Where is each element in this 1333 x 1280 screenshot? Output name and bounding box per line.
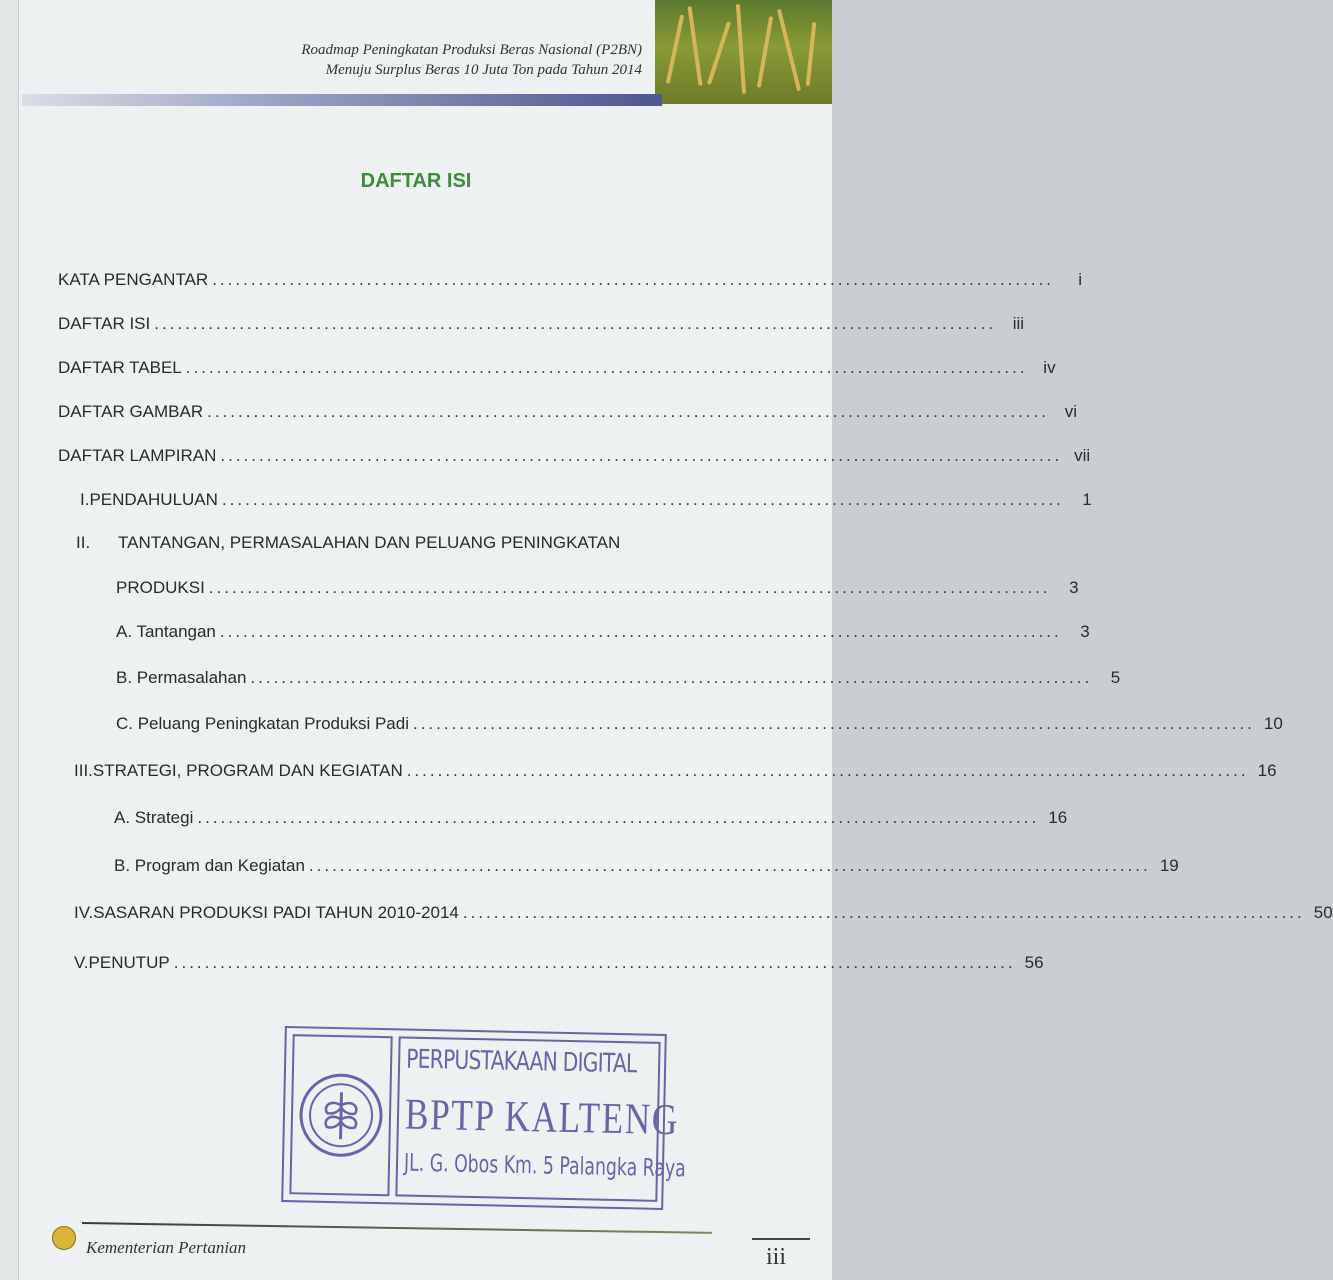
toc-entry bbox=[80, 490, 1092, 510]
footer-rule-right bbox=[752, 1238, 810, 1240]
toc-entry bbox=[116, 714, 1283, 734]
toc-number: IV. bbox=[74, 903, 94, 922]
toc-label: B. Permasalahan bbox=[116, 668, 247, 687]
toc-entry bbox=[74, 761, 1277, 781]
toc-page-number: 1 bbox=[1082, 490, 1092, 509]
footer-rule bbox=[82, 1222, 712, 1234]
toc-leader-dots: ............................................................................................................. bbox=[462, 903, 1305, 922]
toc-page-number: 19 bbox=[1159, 856, 1179, 875]
toc-leader-dots: ............................................................................................................. bbox=[220, 446, 1063, 465]
footer-publisher: Kementerian Pertanian bbox=[86, 1238, 247, 1257]
toc-leader-dots: ............................................................................................................. bbox=[212, 270, 1055, 289]
page-title: DAFTAR ISI bbox=[360, 170, 472, 192]
footer-page-number: iii bbox=[766, 1244, 787, 1270]
toc-page-number: vii bbox=[1074, 446, 1091, 465]
toc-leader-dots: ............................................................................................................. bbox=[154, 314, 997, 333]
toc-label: STRATEGI, PROGRAM DAN KEGIATAN bbox=[92, 761, 403, 780]
toc-label: C. Peluang Peningkatan Produksi Padi bbox=[116, 714, 409, 733]
toc-entry bbox=[114, 856, 1179, 876]
toc-label: DAFTAR ISI bbox=[58, 314, 151, 333]
library-stamp bbox=[281, 1026, 687, 1210]
running-header bbox=[301, 40, 642, 80]
toc-label: KATA PENGANTAR bbox=[58, 270, 209, 289]
toc-leader-dots: ............................................................................................................. bbox=[412, 714, 1255, 733]
toc-page-number: 3 bbox=[1080, 622, 1090, 641]
toc-number: I. bbox=[80, 490, 90, 509]
toc-entry bbox=[114, 808, 1068, 828]
toc-label: PENUTUP bbox=[88, 953, 170, 972]
toc-number: II. bbox=[76, 533, 91, 552]
toc-leader-dots: ............................................................................................................. bbox=[207, 402, 1049, 421]
toc-leader-dots: ............................................................................................................. bbox=[250, 668, 1093, 687]
toc-entry bbox=[116, 622, 1090, 642]
toc-label: TANTANGAN, PERMASALAHAN DAN PELUANG PENINGKATAN bbox=[118, 533, 621, 552]
toc-label: A. Strategi bbox=[114, 808, 194, 827]
toc-entry bbox=[116, 668, 1121, 688]
toc-label: SASARAN PRODUKSI PADI TAHUN 2010-2014 bbox=[93, 903, 459, 922]
toc-entry bbox=[58, 402, 1077, 422]
toc-page-number: iv bbox=[1043, 358, 1056, 377]
toc-leader-dots: ............................................................................................................. bbox=[219, 622, 1062, 641]
toc-entry bbox=[58, 446, 1091, 466]
rice-field-photo bbox=[655, 0, 832, 104]
toc-leader-dots: ............................................................................................................. bbox=[208, 578, 1051, 597]
toc-leader-dots: ............................................................................................................. bbox=[173, 953, 1016, 972]
header-line-1: Roadmap Peningkatan Produksi Beras Nasional (P2BN) bbox=[301, 42, 642, 58]
toc-label: PENDAHULUAN bbox=[89, 490, 218, 509]
toc-page-number: i bbox=[1078, 270, 1083, 289]
header-rule bbox=[22, 94, 662, 106]
stamp-line-1: PERPUSTAKAAN DIGITAL bbox=[405, 1044, 637, 1080]
toc-page-number: iii bbox=[1012, 314, 1025, 333]
toc-entry bbox=[58, 314, 1025, 334]
toc-page-number: 16 bbox=[1257, 761, 1277, 780]
toc-page-number: 5 bbox=[1110, 668, 1121, 687]
toc-number: V. bbox=[74, 953, 89, 972]
toc-number: III. bbox=[74, 761, 93, 780]
toc-leader-dots: ............................................................................................................. bbox=[197, 808, 1040, 827]
stamp-line-2: BPTP KALTENG bbox=[404, 1089, 680, 1145]
stamp-emblem-frame bbox=[289, 1034, 392, 1196]
toc-page-number: 10 bbox=[1263, 714, 1283, 733]
toc-entry bbox=[76, 533, 676, 553]
toc-leader-dots: ............................................................................................................. bbox=[185, 358, 1028, 377]
toc-label: PRODUKSI bbox=[116, 578, 205, 597]
toc-entry bbox=[116, 578, 1079, 598]
toc-page-number: 50 bbox=[1313, 903, 1333, 922]
toc-page-number: 16 bbox=[1048, 808, 1068, 827]
toc-leader-dots: ............................................................................................................. bbox=[308, 856, 1151, 875]
toc-leader-dots: ............................................................................................................. bbox=[221, 490, 1064, 509]
toc-page-number: vi bbox=[1064, 402, 1077, 421]
toc-label: B. Program dan Kegiatan bbox=[114, 856, 305, 875]
toc-label: DAFTAR GAMBAR bbox=[58, 402, 204, 421]
toc-page-number: 56 bbox=[1024, 953, 1044, 972]
toc-entry bbox=[74, 953, 1044, 973]
emblem-icon bbox=[291, 1036, 390, 1194]
header-line-2: Menuju Surplus Beras 10 Juta Ton pada Tahun 2014 bbox=[325, 62, 642, 78]
stamp-line-3: JL. G. Obos Km. 5 Palangka Raya bbox=[403, 1148, 687, 1183]
toc-entry bbox=[58, 270, 1083, 290]
toc-label: DAFTAR TABEL bbox=[58, 358, 182, 377]
toc-page-number: 3 bbox=[1069, 578, 1079, 597]
toc-entry bbox=[58, 358, 1056, 378]
toc-leader-dots: ............................................................................................................. bbox=[406, 761, 1249, 780]
toc-label: DAFTAR LAMPIRAN bbox=[58, 446, 217, 465]
ministry-logo-icon bbox=[52, 1226, 76, 1250]
toc-label: A. Tantangan bbox=[116, 622, 216, 641]
toc-entry bbox=[74, 903, 1333, 923]
